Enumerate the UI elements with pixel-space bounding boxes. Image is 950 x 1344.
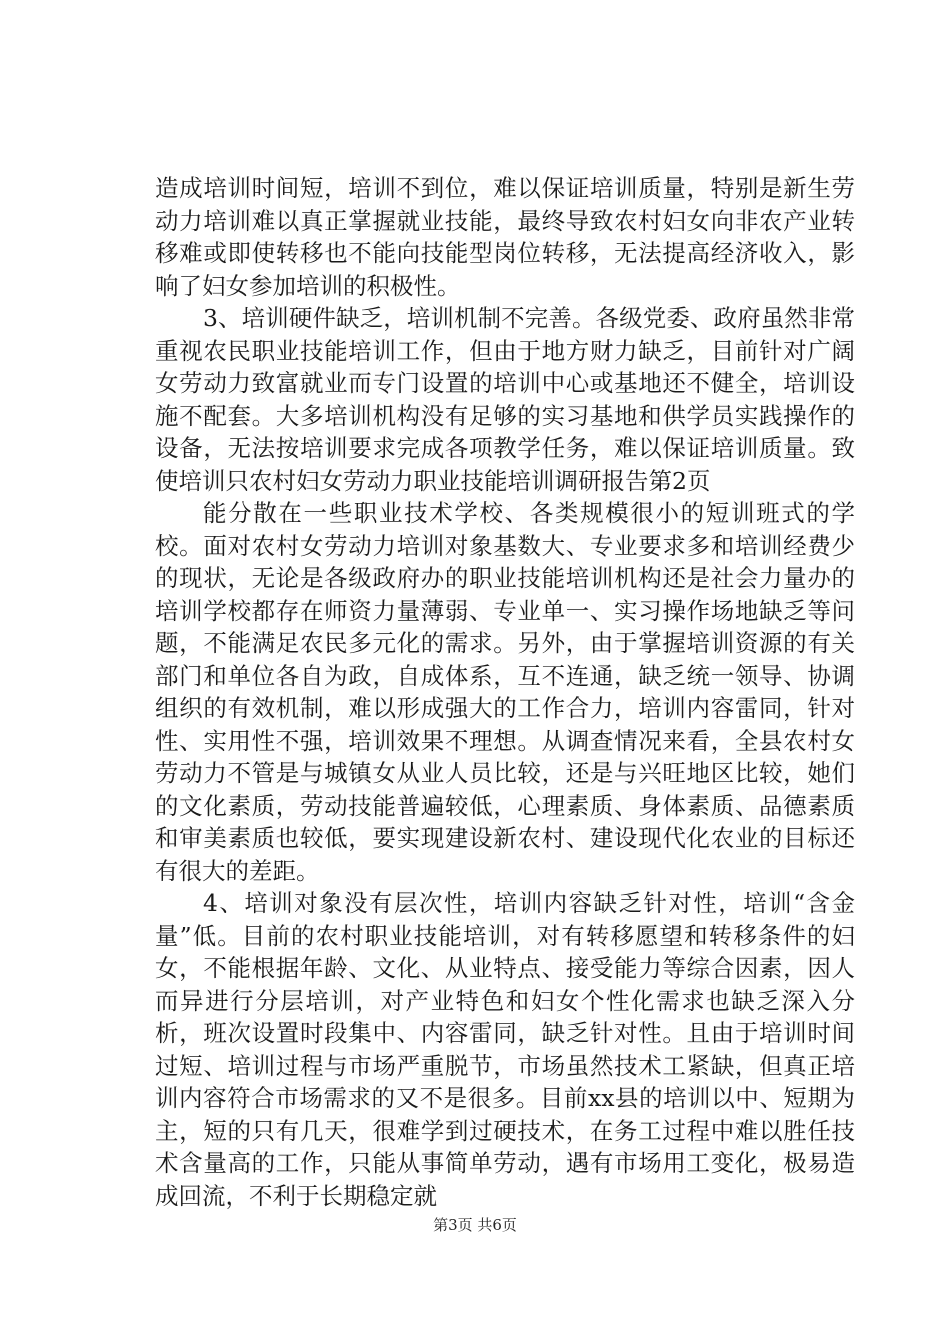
paragraph-1: 造成培训时间短，培训不到位，难以保证培训质量，特别是新生劳动力培训难以真正掌握就业技能，最终导致农村妇女向非农产业转移难或即使转移也不能向技能型岗位转移，无法提高经济收入，影响了妇女参加培训的积极性。	[155, 174, 855, 300]
paragraph-4: 4、培训对象没有层次性，培训内容缺乏针对性，培训“含金量”低。目前的农村职业技能培训，对有转移愿望和转移条件的妇女，不能根据年龄、文化、从业特点、接受能力等综合因素，因人而异进行分层培训，对产业特色和妇女个性化需求也缺乏深入分析，班次设置时段集中、内容雷同，缺乏针对性。且由于培训时间过短、培训过程与市场严重脱节，市场虽然技术工紧缺，但真正培训内容符合市场需求的又不是很多。目前xx县的培训以中、短期为主，短的只有几天，很难学到过硬技术，在务工过程中难以胜任技术含量高的工作，只能从事简单劳动，遇有市场用工变化，极易造成回流，不利于长期稳定就	[155, 889, 855, 1210]
page-footer: 第3页 共6页	[433, 1216, 517, 1234]
document-body	[155, 172, 855, 1212]
paragraph-2: 3、培训硬件缺乏，培训机制不完善。各级党委、政府虽然非常重视农民职业技能培训工作，但由于地方财力缺乏，目前针对广阔女劳动力致富就业而专门设置的培训中心或基地还不健全，培训设施不配套。大多培训机构没有足够的实习基地和供学员实践操作的设备，无法按培训要求完成各项教学任务，难以保证培训质量。致使培训只农村妇女劳动力职业技能培训调研报告第2页	[155, 304, 855, 495]
paragraph-3: 能分散在一些职业技术学校、各类规模很小的短训班式的学校。面对农村女劳动力培训对象基数大、专业要求多和培训经费少的现状，无论是各级政府办的职业技能培训机构还是社会力量办的培训学校都存在师资力量薄弱、专业单一、实习操作场地缺乏等问题，不能满足农民多元化的需求。另外，由于掌握培训资源的有关部门和单位各自为政，自成体系，互不连通，缺乏统一领导、协调组织的有效机制，难以形成强大的工作合力，培训内容雷同，针对性、实用性不强，培训效果不理想。从调查情况来看，全县农村女劳动力不管是与城镇女从业人员比较，还是与兴旺地区比较，她们的文化素质，劳动技能普遍较低，心理素质、身体素质、品德素质和审美素质也较低，要实现建设新农村、建设现代化农业的目标还有很大的差距。	[155, 499, 855, 885]
